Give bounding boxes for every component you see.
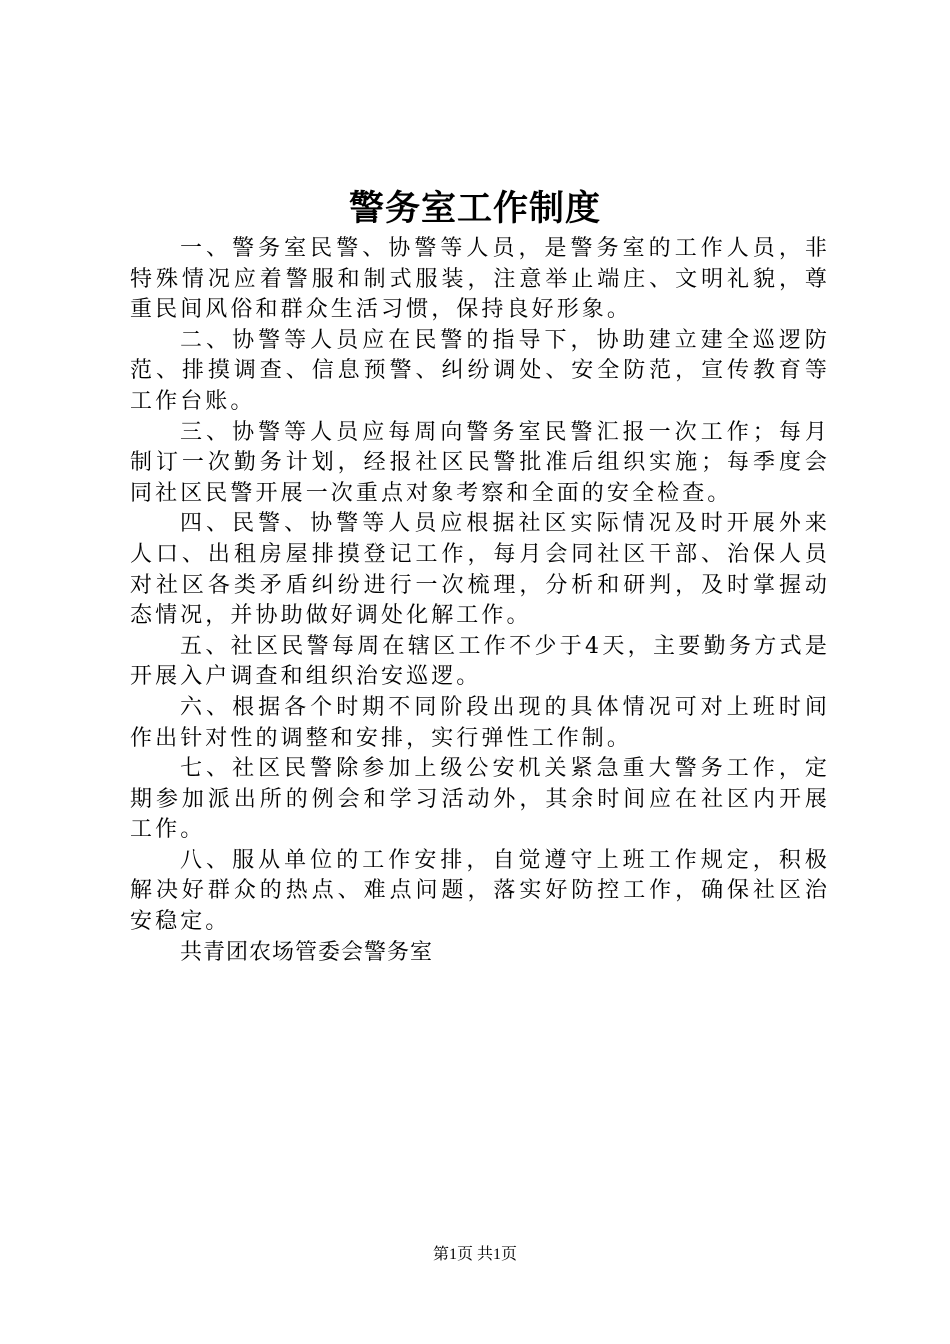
paragraph-7: 七、社区民警除参加上级公安机关紧急重大警务工作，定期参加派出所的例会和学习活动外，其余时间应在社区内开展工作。: [130, 756, 830, 843]
signature: 共青团农场管委会警务室: [180, 939, 434, 965]
paragraph-3: 三、协警等人员应每周向警务室民警汇报一次工作；每月制订一次勤务计划，经报社区民警批准后组织实施；每季度会同社区民警开展一次重点对象考察和全面的安全检查。: [130, 419, 830, 506]
paragraph-6: 六、根据各个时期不同阶段出现的具体情况可对上班时间作出针对性的调整和安排，实行弹性工作制。: [130, 694, 830, 751]
paragraph-2: 二、协警等人员应在民警的指导下，协助建立建全巡逻防范、排摸调查、信息预警、纠纷调处、安全防范，宣传教育等工作台账。: [130, 327, 830, 414]
paragraph-4: 四、民警、协警等人员应根据社区实际情况及时开展外来人口、出租房屋排摸登记工作，每月会同社区干部、治保人员对社区各类矛盾纠纷进行一次梳理，分析和研判，及时掌握动态情况，并协助做好调处化解工作。: [130, 511, 830, 629]
paragraph-5: 五、社区民警每周在辖区工作不少于4天，主要勤务方式是开展入户调查和组织治安巡逻。: [130, 633, 830, 690]
document-title: 警务室工作制度: [348, 188, 601, 229]
paragraph-1: 一、警务室民警、协警等人员，是警务室的工作人员，非特殊情况应着警服和制式服装，注意举止端庄、文明礼貌，尊重民间风俗和群众生活习惯，保持良好形象。: [130, 236, 830, 323]
page-footer: 第1页 共1页: [432, 1246, 517, 1263]
paragraph-8: 八、服从单位的工作安排，自觉遵守上班工作规定，积极解决好群众的热点、难点问题，落实好防控工作，确保社区治安稳定。: [130, 847, 830, 935]
document-body: [130, 234, 830, 968]
